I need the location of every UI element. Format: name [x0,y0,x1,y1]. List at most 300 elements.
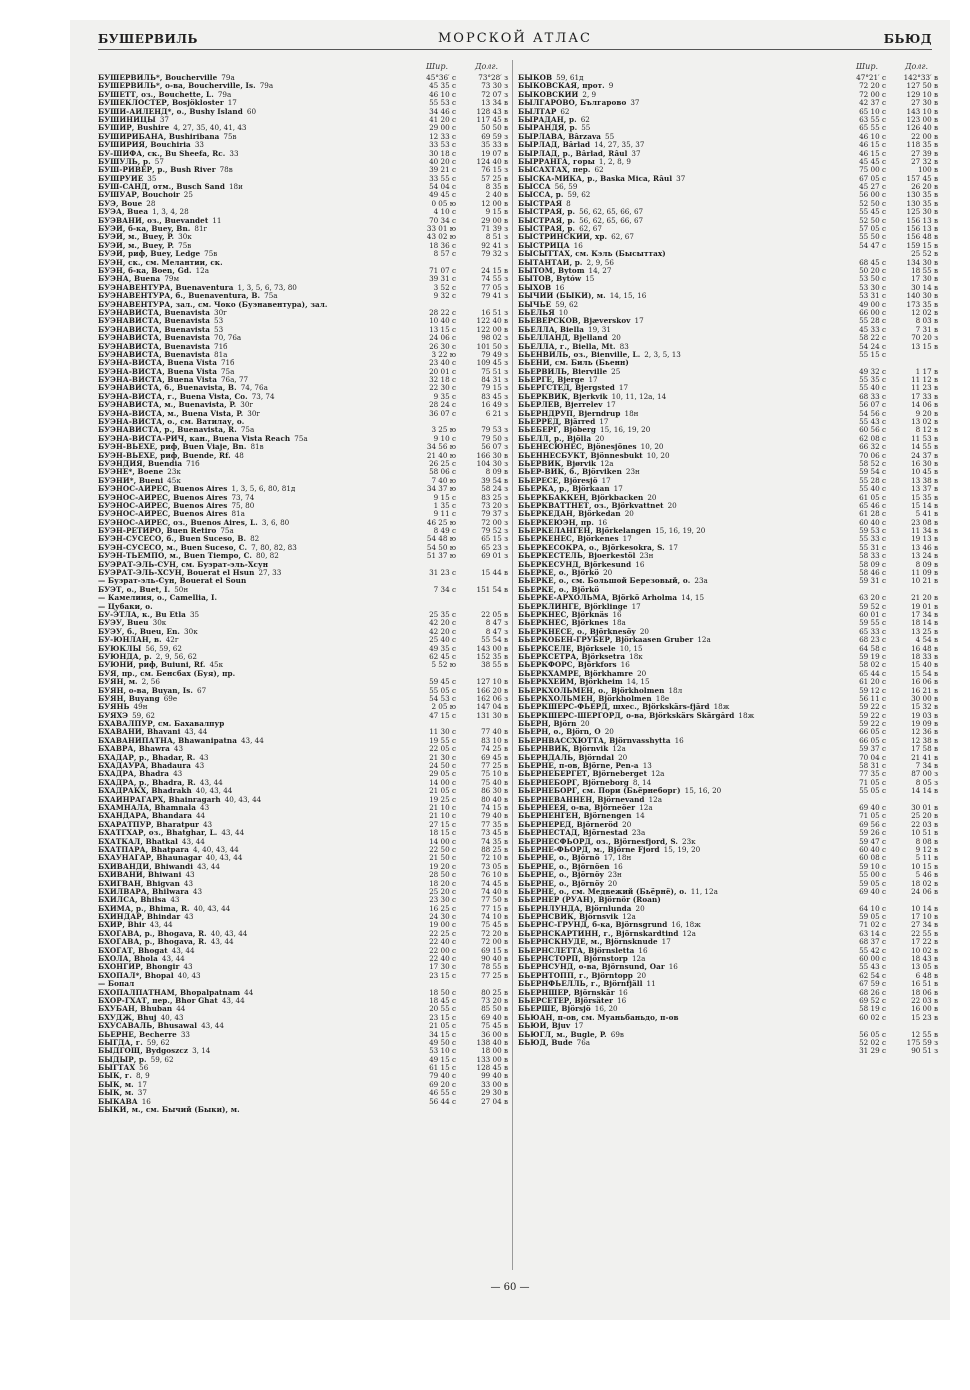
gazetteer-entry [518,980,938,988]
entry-longitude: 27 39 в [911,149,938,158]
gazetteer-entry [98,519,508,527]
entry-latitude: 23 30 с [429,896,456,905]
entry-toponym: БУШЕКЛОСТЕР, Bosjökloster [98,99,224,108]
entry-name [518,82,846,90]
entry-latitude: 46 55 с [429,1089,456,1098]
entry-longitude: 99 40 в [481,1072,508,1081]
entry-name [98,1072,416,1080]
entry-pages: 75a [220,367,235,376]
gazetteer-entry [98,636,508,644]
entry-latitude: 34 37 ю [426,485,456,494]
entry-toponym: БУЭУ, Bueu [98,619,149,628]
entry-name [98,284,416,292]
gazetteer-entry [98,494,508,502]
entry-toponym: БЬЁРКЕНЕС, Björkenes [518,535,619,544]
entry-latitude: 61 05 с [859,493,886,502]
entry-toponym: БЬЁРНФЬЕЛЛЬ, г., Björnfjäll [518,980,643,989]
entry-name [518,359,846,367]
entry-toponym: БУЯ, пр., см. Бенсбах (Буя), пр. [98,669,236,678]
entry-toponym: БУШИРИБАНА, Bushiribana [98,132,220,141]
entry-name [518,435,846,443]
entry-name [98,779,416,787]
entry-longitude: 22 03 в [911,820,938,829]
entry-pages: 79a [221,74,235,82]
entry-latitude: 9 11 с [433,510,456,519]
entry-longitude: 38 55 в [481,661,508,670]
entry-longitude: 69 01 з [481,552,508,561]
entry-pages: 81в [250,443,264,452]
entry-latitude: 8 57 с [433,250,456,259]
entry-name [518,787,846,795]
entry-pages: 79м [164,275,180,284]
entry-pages: 3, 14 [192,1047,211,1056]
entry-latitude: 46 15 с [859,141,886,150]
entry-pages: 30к [184,627,198,636]
entry-toponym: БЬЁРКОБЕН-ГРУБЕР, Björkaasen Gruber [518,636,694,645]
entry-toponym: БЬЁРКСЕТРА, Björksetra [518,652,626,661]
entry-latitude: 54 50 ю [426,543,456,552]
entry-name [98,1064,416,1072]
entry-latitude: 69 20 с [429,1080,456,1089]
entry-longitude: 4 54 в [915,636,938,645]
entry-pages: 20 [667,501,677,510]
entry-longitude: 21 20 в [911,594,938,603]
entry-longitude: 8 09 в [485,468,508,477]
entry-toponym: БХОЛА, Bhola [98,955,158,964]
entry-latitude: 12 33 с [429,132,456,141]
entry-name [518,846,846,854]
entry-toponym: БЫСТРИЦА [518,241,570,250]
entry-pages: 82 [250,535,260,544]
entry-longitude: 125 30 в [906,208,938,217]
entry-toponym: БЬЁРНСВИК, Björnsvik [518,913,619,922]
entry-toponym: БЬЁРН, о., Björn, Ö [518,728,601,737]
entry-pages: 16, 20 [594,1005,618,1014]
entry-toponym: БУШУАР, Bouchoir [98,191,180,200]
gazetteer-entry [518,225,938,233]
gazetteer-entry [518,426,938,434]
entry-pages: 20 [637,669,647,678]
entry-pages: 43 [202,820,213,829]
entry-latitude: 26 25 с [429,459,456,468]
entry-longitude: 30 01 в [911,803,938,812]
entry-name [98,535,416,543]
entry-pages: 12a [648,795,662,804]
entry-longitude: 27 32 в [911,157,938,166]
entry-toponym: БХИНДАР, Bhindar [98,913,181,922]
entry-toponym: БЬЁРВИК, Bjørvik [518,459,597,468]
entry-name [518,535,846,543]
gazetteer-entry [98,108,508,116]
entry-latitude: 59 12 с [859,686,886,695]
entry-toponym: БЬЁР-ВИК, б., Björviken [518,468,622,477]
gazetteer-entry [98,510,508,518]
entry-name [98,292,416,300]
entry-toponym: БУШРУЙЕ [98,174,144,183]
entry-pages: 16 [618,988,628,997]
entry-name [98,166,416,174]
entry-latitude: 14 00 с [429,778,456,787]
entry-toponym: БУЮКЛЫ [98,644,142,653]
entry-longitude: 72 10 в [481,854,508,863]
entry-toponym: БЬЁРНСТОРП, Björnstorp [518,955,628,964]
entry-pages: 16 [668,963,678,972]
entry-pages: 45к [167,476,181,485]
gazetteer-entry [98,275,508,283]
entry-longitude: 79 37 з [481,510,508,519]
entry-longitude: 16 06 в [911,678,938,687]
entry-longitude: 23 08 в [911,518,938,527]
entry-name [518,108,846,116]
gazetteer-entry [98,678,508,686]
entry-toponym: БЬЁРНШЕР, Björnskär [518,988,615,997]
entry-name [518,678,846,686]
entry-longitude: 12 00 в [481,199,508,208]
entry-toponym: БЫК, м. [98,1080,134,1089]
gazetteer-entry [518,880,938,888]
entry-toponym: БЬЁРШЁ, Björsjö [518,1005,591,1014]
gazetteer-entry [518,997,938,1005]
entry-toponym: БХОПАЛ*, Bhopal [98,971,174,980]
gazetteer-entry [518,284,938,292]
entry-toponym: БЫДЫР, р. [98,1055,147,1064]
gazetteer-entry [98,468,508,476]
entry-longitude: 127 10 в [476,678,508,687]
gazetteer-entry [518,175,938,183]
entry-latitude: 54 04 с [429,183,456,192]
gazetteer-entry [518,703,938,711]
entry-name [98,544,416,552]
entry-name [98,502,416,510]
entry-pages: 75a [220,527,234,536]
entry-name [98,183,416,191]
entry-pages: 16 [617,996,627,1005]
entry-toponym: БУШУЛЬ, р. [98,157,151,166]
entry-toponym: БЫХОВ [518,283,552,292]
entry-longitude: 7 34 в [915,762,938,771]
entry-toponym: БЬЁРНЕ-ФЬОРД, м., Björne Fjord [518,845,660,854]
entry-name [98,1047,416,1055]
column-divider [512,60,513,1270]
gazetteer-entry [98,880,508,888]
entry-pages: 62, 67 [579,225,602,234]
page-number: — 60 — [490,1282,530,1293]
gazetteer-entry [98,418,508,426]
entry-longitude: 30 14 в [911,283,938,292]
entry-toponym: БЫЧИЙ (БЫКИ), м. [518,292,606,301]
entry-longitude: 12 38 в [911,736,938,745]
entry-name [518,217,846,225]
gazetteer-entry [98,594,508,602]
entry-longitude: 17 10 в [911,913,938,922]
gazetteer-entry [98,1047,508,1055]
entry-latitude: 22 40 с [429,955,456,964]
gazetteer-entry [518,359,938,367]
entry-longitude: 17 34 в [911,611,938,619]
gazetteer-entry [98,150,508,158]
entry-latitude: 59 05 с [859,913,886,922]
gazetteer-entry [518,82,938,90]
entry-latitude: 61 20 с [859,678,886,687]
entry-latitude: 60 02 с [859,1013,886,1022]
entry-name [518,821,846,829]
lat-heading: Шир. [426,62,448,71]
entry-longitude: 157 45 в [906,174,938,183]
entry-name [98,468,416,476]
entry-latitude: 45°36′ с [426,74,456,82]
entry-pages: 56, 62, 65, 66, 67 [579,208,644,217]
entry-toponym: БЬЁРКХАМРЕ, Björkhamre [518,669,634,678]
entry-toponym: БЬЕЛЬЯ [518,308,555,317]
gazetteer-entry [518,645,938,653]
entry-name [518,972,846,980]
gazetteer-entry [98,628,508,636]
entry-name [518,552,846,560]
entry-name [518,317,846,325]
entry-latitude: 24 50 с [429,762,456,771]
entry-latitude: 72 00 с [859,90,886,99]
entry-toponym: БЬЁРНТОПП, г., Björntopp [518,971,633,980]
entry-toponym: БЬЁРКЁ-АРХОЛЬМА, Björkö Arholma [518,594,678,603]
entry-pages: 69е [163,694,178,703]
entry-name [98,628,416,636]
gazetteer-entry [98,544,508,552]
entry-pages: 23к [682,837,696,846]
entry-latitude: 21 05 с [429,787,456,796]
entry-name [98,846,416,854]
entry-longitude: 75 51 з [481,367,508,376]
entry-longitude: 85 50 в [481,1005,508,1014]
entry-name [518,301,846,309]
entry-latitude: 24 06 с [429,334,456,343]
entry-latitude: 56 11 с [859,694,886,703]
entry-longitude: 129 10 в [906,90,938,99]
entry-name [518,838,846,846]
gazetteer-entry [518,217,938,225]
right-column [518,60,938,1305]
entry-latitude: 46 10 с [429,90,456,99]
entry-name [518,762,846,770]
gazetteer-entry [98,645,508,653]
gazetteer-entry [98,1064,508,1072]
entry-name [518,905,846,913]
entry-toponym: БЬЁРНС-ГРУНД, б-ка, Björnsgrund [518,921,668,930]
entry-longitude: 156 13 в [906,225,938,234]
entry-pages: 10, 20 [640,443,664,452]
entry-toponym: БУШ-РИВЕР, р., Bush River [98,166,216,175]
entry-longitude: 77 05 з [481,283,508,292]
entry-longitude: 58 24 з [481,485,508,494]
entry-name [98,108,416,116]
gazetteer-entry [98,376,508,384]
entry-longitude: 75 10 в [481,770,508,779]
entry-name [518,829,846,837]
entry-longitude: 79 40 в [481,812,508,821]
entry-name [98,1089,416,1097]
gazetteer-entry [518,1005,938,1013]
entry-longitude: 17 30 в [911,275,938,284]
entry-pages: 57 [154,157,164,166]
entry-name [518,368,846,376]
entry-longitude: 74 15 в [481,803,508,812]
entry-longitude: 166 20 в [476,686,508,695]
entry-name [518,343,846,351]
entry-name [98,519,416,527]
entry-pages: 2, 3, 5, 13 [644,350,681,359]
gazetteer-entry [518,376,938,384]
entry-name [98,1014,416,1022]
entry-latitude: 71 07 с [429,266,456,275]
entry-name [518,603,846,611]
gazetteer-entry [98,401,508,409]
entry-name [98,309,416,317]
entry-pages: 17 [606,401,616,410]
entry-latitude: 49 32 с [859,367,886,376]
entry-latitude: 54 47 с [859,241,886,250]
entry-pages: 40, 43 [177,971,201,980]
entry-pages: 16 [635,560,645,569]
entry-longitude: 90 51 з [911,1047,938,1056]
gazetteer-entry [98,770,508,778]
entry-name [518,594,846,602]
entry-latitude: 68 33 с [859,392,886,401]
entry-pages: 40, 43, 44 [193,904,231,913]
gazetteer-entry [518,779,938,787]
gazetteer-entry [518,183,938,191]
entry-toponym: БУ-ШИФА, ск., Bu Sheefa, Rc. [98,149,226,158]
gazetteer-entry [98,913,508,921]
entry-latitude: 14 00 с [429,837,456,846]
entry-pages: 43 [199,753,209,762]
entry-name [518,267,846,275]
entry-longitude: 72 07 з [481,90,508,99]
entry-name [98,552,416,560]
gazetteer-entry [518,468,938,476]
entry-name [518,989,846,997]
gazetteer-entry [518,309,938,317]
entry-longitude: 26 20 в [911,183,938,192]
entry-longitude: 9 20 в [915,409,938,418]
entry-latitude: 45 45 с [859,157,886,166]
gazetteer-entry [518,208,938,216]
entry-toponym: БЬЕРНЕ, Becherre [98,1030,177,1039]
entry-pages: 20 [611,334,621,343]
entry-latitude: 56 44 с [429,1097,456,1106]
entry-longitude: 11 12 в [911,376,938,385]
entry-name [518,812,846,820]
gazetteer-entry [518,594,938,602]
entry-pages: 18ж [738,711,755,720]
entry-name [98,577,416,585]
entry-name [98,838,416,846]
entry-name [98,619,416,627]
gazetteer-entry [518,913,938,921]
entry-toponym: БЬЁРНЁР (РУАН), Björnör (Roan) [518,896,661,905]
entry-longitude: 69 40 в [481,1013,508,1022]
entry-longitude: 27 30 в [911,99,938,108]
entry-pages: 30г [247,409,261,418]
entry-latitude: 60 56 с [859,426,886,435]
entry-name [518,888,846,896]
entry-toponym: БУЭН-ТЬЕМПО, м., Buen Tiempo, C. [98,552,252,561]
entry-latitude: 66 32 с [859,443,886,452]
gazetteer-entry [518,603,938,611]
entry-latitude: 55 15 с [859,350,886,359]
left-column-header [98,60,508,74]
gazetteer-entry [98,796,508,804]
entry-pages: 79a [259,82,274,91]
entry-pages: 28 [146,199,156,208]
entry-toponym: БУЯХЭ [98,711,129,720]
entry-pages: 37 [676,174,686,183]
gazetteer-entry [518,259,938,267]
entry-toponym: БУШИРИЯ, Bouchiria [98,141,191,150]
gazetteer-entry [98,687,508,695]
entry-latitude: 42 20 с [429,627,456,636]
entry-toponym: БЬЁРНЕВАННЕН, Björnevand [518,795,645,804]
entry-name [518,208,846,216]
entry-name [98,905,416,913]
entry-pages: 8, 14 [632,778,652,787]
gazetteer-entry [518,267,938,275]
gazetteer-entry [98,124,508,132]
entry-pages: 44 [195,812,206,821]
entry-toponym: БХОГАВА, р., Bhogava, R. [98,929,207,938]
entry-name [518,326,846,334]
entry-toponym: БУЯН, м. [98,678,138,687]
gazetteer-entry [98,267,508,275]
entry-latitude: 23 15 с [429,1013,456,1022]
entry-toponym: БУЮНИ, риф, Buiuni, Rf. [98,661,206,670]
entry-pages: 43 [184,913,194,922]
entry-name [518,1031,846,1039]
entry-name [98,636,416,644]
entry-latitude: 42 20 с [429,619,456,628]
entry-toponym: БЬЁРКСЕЛЕ, Björksele [518,644,616,653]
entry-longitude: 72 00 з [481,518,508,527]
entry-latitude: 72 20 с [859,82,886,91]
gazetteer-entry [518,754,938,762]
entry-longitude: 14 55 в [911,443,938,452]
entry-toponym: БУЭРАТ-ЭЛЬ-ХСУН, Bouerat el Hsun [98,569,255,578]
gazetteer-entry [518,200,938,208]
gazetteer-entry [98,191,508,199]
entry-longitude: 18 55 в [911,266,938,275]
entry-pages: 14, 27, 35, 37 [594,141,645,150]
entry-name [98,678,416,686]
entry-pages: 33 [229,149,239,158]
entry-longitude: 18 33 в [911,652,938,661]
entry-latitude: 28 22 с [429,308,456,317]
entry-latitude: 65 44 с [859,669,886,678]
entry-pages: 17, 18н [603,854,632,863]
entry-latitude: 52 02 с [859,1038,886,1047]
gazetteer-entry [518,233,938,241]
entry-latitude: 64 10 с [859,904,886,913]
entry-pages: 44 [176,1005,186,1014]
entry-longitude: 122 00 в [476,325,508,334]
gazetteer-entry [98,980,508,988]
entry-latitude: 54 56 с [859,409,886,418]
entry-toponym: БУЭНОС-АЙРЕС, Buenos Aires [98,485,228,494]
entry-pages: 17 [227,99,237,108]
entry-name [98,712,416,720]
entry-toponym: БЬЕБЕРГ, Bjöberg [518,426,597,435]
entry-pages: 75a [264,292,278,301]
gazetteer-entry [98,812,508,820]
entry-toponym: БУЭНАВИСТА, Buenavista [98,325,211,334]
entry-name [518,980,846,988]
